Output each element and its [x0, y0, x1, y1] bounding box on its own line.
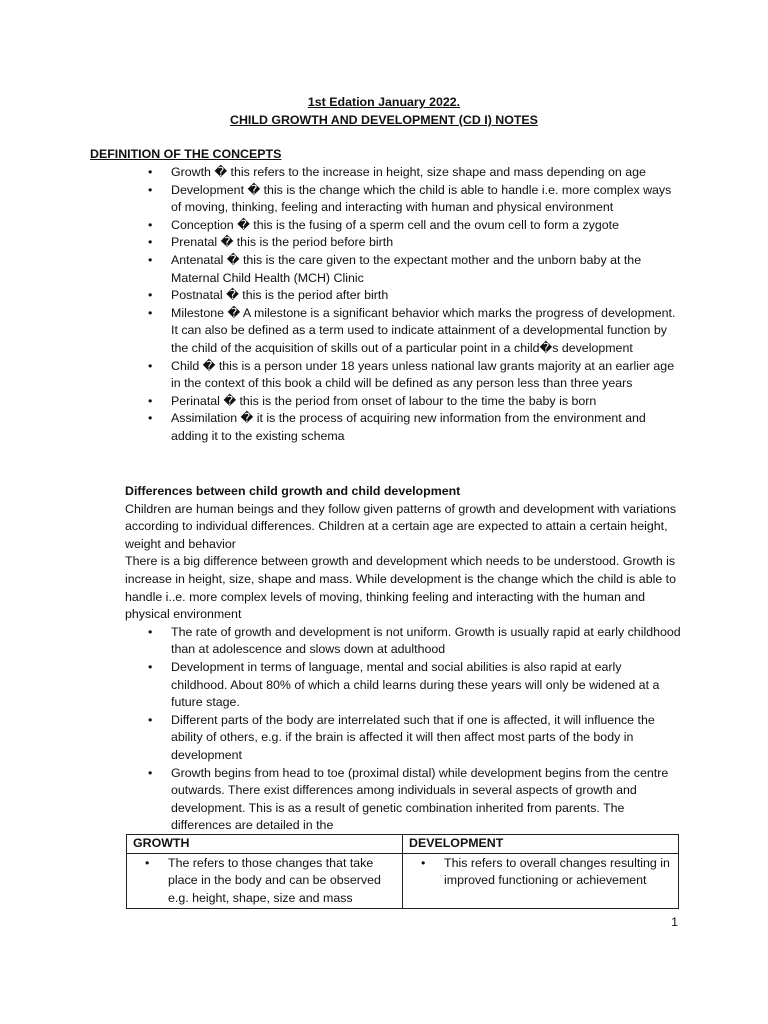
table-header-row — [127, 835, 679, 854]
list-item: • The refers to those changes that take place in the body and can be observed e.g. height, shape, size and mass — [145, 855, 396, 908]
list-item: • Growth begins from head to toe (proximal distal) while development begins from the centre outwards. There exist differences among individuals in several aspects of growth and development. This is as a result of genetic combination inherited from parents. The differences are detailed in the — [148, 765, 681, 835]
list-item: • Growth � this refers to the increase in height, size shape and mass depending on age — [148, 164, 683, 182]
list-item: • This refers to overall changes resulting in improved functioning or achievement — [421, 855, 672, 890]
list-item: • Child � this is a person under 18 years unless national law grants majority at an earlier age in the context of this book a child will be defined as any person less than three years — [148, 358, 683, 393]
definitions-heading: DEFINITION OF THE CONCEPTS — [90, 147, 282, 161]
document-header — [0, 94, 768, 129]
list-item: • Prenatal � this is the period before birth — [148, 234, 683, 252]
list-item: • Different parts of the body are interrelated such that if one is affected, it will influence the ability of others, e.g. if the brain is affected it will then affect most parts of the body in development — [148, 712, 681, 765]
table-cell-development — [403, 853, 679, 909]
list-item: • Conception � this is the fusing of a sperm cell and the ovum cell to form a zygote — [148, 217, 683, 235]
differences-list — [148, 624, 681, 835]
table-header-development: DEVELOPMENT — [403, 835, 679, 854]
list-item: • Antenatal � this is the care given to the expectant mother and the unborn baby at the Maternal Child Health (MCH) Clinic — [148, 252, 683, 287]
list-item: • Development � this is the change which the child is able to handle i.e. more complex ways of moving, thinking, feeling and interacting with human and physical environment — [148, 182, 683, 217]
growth-development-table — [126, 834, 679, 909]
list-item: • Perinatal � this is the period from onset of labour to the time the baby is born — [148, 393, 683, 411]
differences-paragraph-1: Children are human beings and they follow given patterns of growth and development with variations according to individual differences. Children at a certain age are expected to attain a certain height, weight and behavior — [125, 501, 677, 551]
definitions-list — [148, 164, 683, 446]
differences-paragraph-2: There is a big difference between growth and development which needs to be understood. Growth is increase in height, size, shape and mass. While development is the change which the child is able to handle i..e. more complex levels of moving, thinking feeling and interacting with the human and physical environment — [125, 554, 677, 622]
differences-section — [125, 483, 681, 835]
list-item: • Assimilation � it is the process of acquiring new information from the environment and adding it to the existing schema — [148, 410, 683, 445]
list-item: • Development in terms of language, mental and social abilities is also rapid at early childhood. About 80% of which a child learns during these years will only be widened at a future stage. — [148, 659, 681, 712]
table-cell-growth — [127, 853, 403, 909]
document-title: CHILD GROWTH AND DEVELOPMENT (CD I) NOTES — [230, 112, 538, 127]
table-row — [127, 853, 679, 909]
differences-heading: Differences between child growth and child development — [125, 484, 461, 498]
table-header-growth: GROWTH — [127, 835, 403, 854]
list-item: • The rate of growth and development is not uniform. Growth is usually rapid at early childhood than at adolescence and slows down at adulthood — [148, 624, 681, 659]
edition-line: 1st Edation January 2022. — [307, 95, 461, 109]
list-item: • Milestone � A milestone is a significant behavior which marks the progress of development. It can also be defined as a term used to indicate attainment of a developmental function by the child of the acquisition of skills out of a particular point in a child�s development — [148, 305, 683, 358]
list-item: • Postnatal � this is the period after birth — [148, 287, 683, 305]
page-number: 1 — [671, 915, 678, 929]
